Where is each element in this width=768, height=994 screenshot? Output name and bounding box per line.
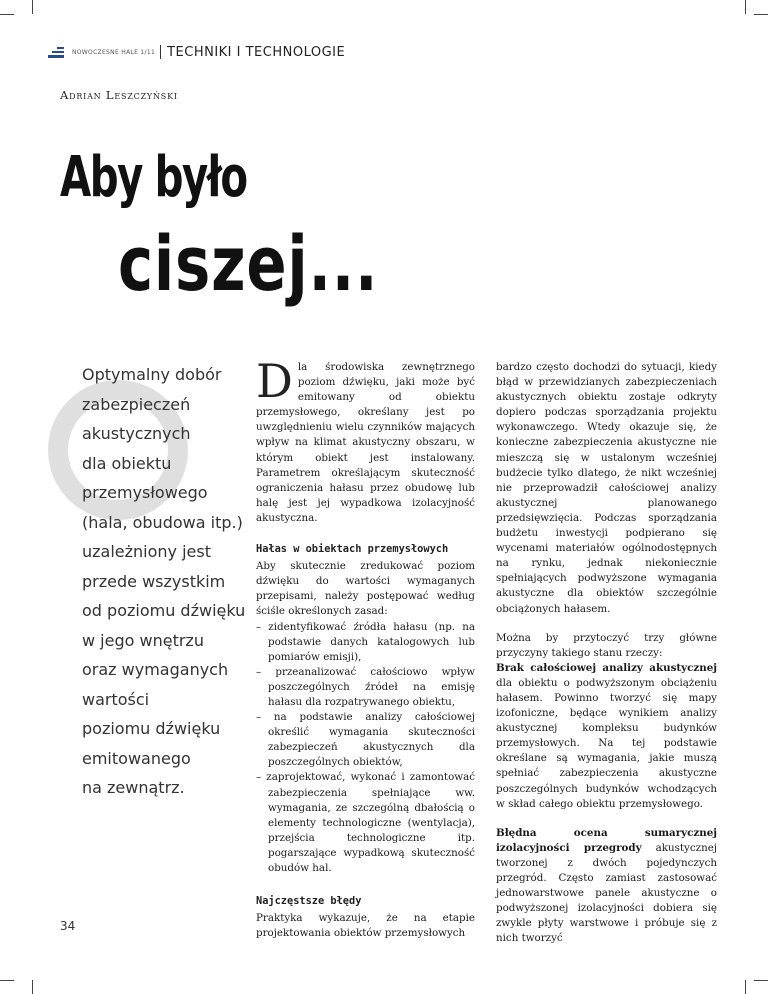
paragraph-text: akustycznej tworzonej z dwóch pojedynczych przegród. Często zamiast zastosować jednowarstwowe panele akustyczne o podwyższonej izolacyjności dobiera się zwykle płyty warstwowe i próbuje się z nich tworzyć: [496, 841, 717, 945]
magazine-logo-icon: [48, 46, 64, 58]
article-title-line1: Aby było: [60, 145, 247, 210]
crop-mark: [32, 0, 33, 14]
running-header: [48, 44, 345, 60]
lead-line: poziomu dźwięku: [82, 719, 221, 738]
lead-line: Optymalny dobór: [82, 365, 222, 384]
subheading: Najczęstsze błędy: [256, 895, 362, 908]
paragraph-text: dla obiektu o podwyższonym obciążeniu hałasem. Powinno tworzyć się mapy izofoniczne, będące wynikiem analizy akustycznej kompleksu budynków przemysłowych. Na tej podstawie określane są wymagania, jakie muszą spełniać zabezpieczenia akustyczne poszczególnych budynków wchodzących w skład całego obiektu przemysłowego.: [496, 676, 717, 810]
section-title: TECHNIKI I TECHNOLOGIE: [167, 44, 346, 60]
lead-line: dla obiektu: [82, 453, 172, 473]
lead-line: przemysłowego: [82, 483, 208, 502]
lead-line: od poziomu dźwięku: [82, 601, 246, 620]
author-name: Adrian Leszczyński: [60, 88, 178, 102]
bold-lead: Brak całościowej analizy akustycznej: [496, 661, 717, 674]
crop-mark: [754, 14, 768, 15]
body-paragraph: Można by przytoczyć trzy główne przyczyny takiego stanu rzeczy:: [496, 631, 717, 659]
lead-line: akustycznych: [82, 424, 191, 443]
body-column-2: [496, 360, 717, 946]
list-item: – przeanalizować całościowo wpływ poszczególnych źródeł na emisję hałasu dla rozpatrywanego obiektu,: [256, 665, 475, 708]
lead-line: uzależniony jest: [82, 542, 211, 561]
list-item: – zidentyfikować źródła hałasu (np. na podstawie danych katalogowych lub pomiarów emisji),: [256, 620, 475, 663]
paragraph-gap: [496, 812, 717, 826]
intro-text: la środowiska zewnętrznego poziom dźwięku, jaki może być emitowany od obiektu przemysłowego, określany jest po uwzględnieniu wielu czynników mających wpływ na klimat akustyczny obszaru, w którym obiekt jest instalowany. Parametrem określającym skuteczność ograniczenia hałasu przez obudowę lub halę jest jej wypadkowa izolacyjność akustyczna.: [256, 361, 475, 524]
lead-text: [82, 360, 246, 803]
bold-lead: Błędna ocena sumarycznej izolacyjności przegrody: [496, 826, 717, 854]
intro-paragraph: [256, 354, 475, 526]
body-paragraph: Aby skutecznie zredukować poziom dźwięku do wartości wymaganych przepisami, należy postępować według ściśle określonych zasad:: [256, 560, 475, 618]
crop-mark: [32, 980, 33, 994]
body-paragraph: [496, 826, 717, 947]
lead-line: przede wszystkim: [82, 571, 226, 591]
crop-mark: [0, 14, 14, 15]
subheading: Hałas w obiektach przemysłowych: [256, 543, 449, 556]
drop-cap: D: [256, 354, 293, 408]
crop-mark: [0, 980, 14, 981]
crop-mark: [745, 980, 746, 994]
lead-line: emitowanego: [82, 748, 191, 768]
lead-line: w jego wnętrzu: [82, 630, 204, 650]
body-paragraph: [496, 661, 717, 812]
header-divider: [160, 45, 161, 59]
body-paragraph: bardzo często dochodzi do sytuacji, kiedy błąd w przewidzianych zabezpieczeniach akustycznych obiektu zostaje odkryty dopiero podczas sporządzania projektu wykonawczego. Wtedy okazuje się, że konieczne zabezpieczenia akustyczne nie mieszczą się w ustalonym wcześniej budżecie tylko dlatego, że nikt wcześniej nie przeprowadził całościowej analizy akustycznej planowanego przedsięwzięcia. Podczas sporządzania budżetu inwestycji podpierano się wycenami materiałów ogólnodostępnych na rynku, jednak niekoniecznie spełniających podwyższone wymagania akustyczne dla obiektów szczególnie obciążonych hałasem.: [496, 361, 717, 615]
list-item: – na podstawie analizy całościowej określić wymagania skuteczności zabezpieczeń akustycznych dla poszczególnych obiektów,: [256, 711, 475, 769]
body-paragraph: Praktyka wykazuje, że na etapie projektowania obiektów przemysłowych: [256, 912, 475, 940]
crop-mark: [745, 0, 746, 14]
page-number: 34: [60, 919, 76, 933]
lead-line: oraz wymaganych: [82, 660, 229, 679]
paragraph-gap: [496, 617, 717, 631]
crop-mark: [754, 980, 768, 981]
body-column-1: [256, 354, 475, 941]
lead-line: na zewnątrz.: [82, 778, 185, 797]
lead-line: wartości: [82, 689, 150, 709]
article-title-line2: ciszej...: [118, 219, 379, 308]
magazine-name: NOWOCZESNE HALE 1/11: [72, 48, 156, 56]
list-item: – zaprojektować, wykonać i zamontować zabezpieczenia spełniające ww. wymagania, ze szczególną dbałością o elementy technologiczne (wentylacja), przejścia technologiczne itp. pogarszające wypadkową skuteczność obudów hal.: [256, 771, 475, 874]
lead-line: (hala, obudowa itp.): [82, 512, 243, 532]
lead-line: zabezpieczeń: [82, 394, 191, 414]
